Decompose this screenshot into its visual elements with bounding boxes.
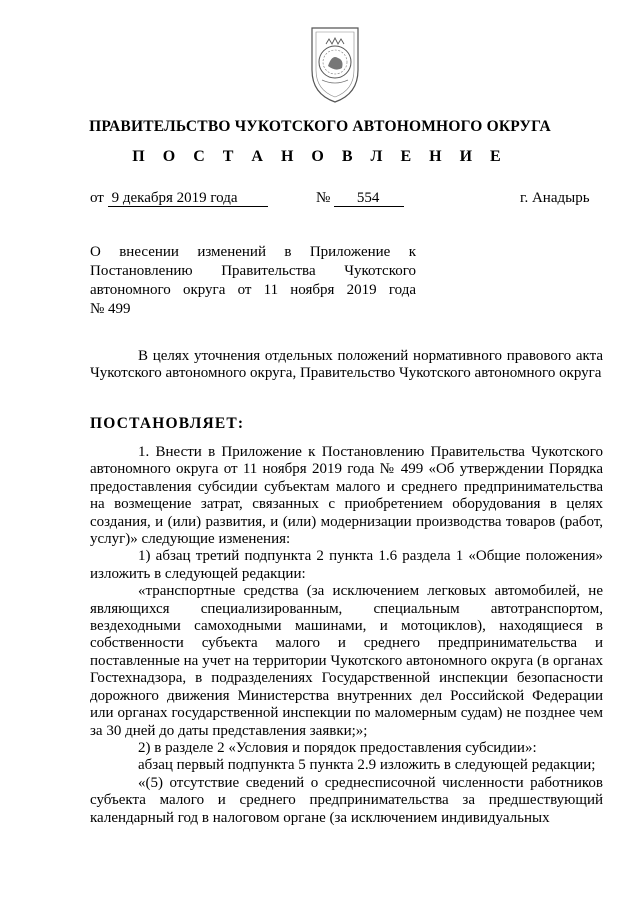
paragraph: 1. Внести в Приложение к Постановлению Правительства Чукотского автономного округа от 11 ноября 2019 года № 499 «Об утверждении Порядка предоставления субсидии субъектам малого и среднего предпринимательства на возмещение затрат, связанных с приобретением оборудования в целях создания, и (или) развития, и (или) модернизации производства товаров (работ, услуг)» следующие изменения: [90,444,603,548]
decree-body [90,444,603,827]
subject-line: автономного округа от 11 ноября 2019 года [90,282,416,298]
paragraph: 1) абзац третий подпункта 2 пункта 1.6 раздела 1 «Общие положения» изложить в следующей редакции: [90,548,603,582]
document-city: г. Анадырь [520,190,590,206]
date-field [90,190,268,207]
paragraph: «транспортные средства (за исключением легковых автомобилей, не являющихся специализированным, специальным автотранспортом, вездеходными самоходными машинами, и мотоциклов), находящиеся в собственности субъекта малого и среднего предпринимательства и поставленные на учет на территории Чукотского автономного округа (в органах Гостехнадзора, в подразделениях Государственной инспекции безопасности дорожного движения Министерства внутренних дел Российской Федерации или органах государственной инспекции по маломерным судам) не позднее чем за 30 дней до даты представления заявки;»; [90,583,603,739]
date-label: от [90,190,104,206]
number-label: № [316,190,331,206]
preamble [90,348,603,383]
document-date: 9 декабря 2019 года [108,190,268,207]
subject-line: № 499 [90,301,131,317]
number-field [316,190,404,207]
subject-line: О внесении изменений в Приложение к [90,244,416,260]
paragraph: «(5) отсутствие сведений о среднесписочной численности работников субъекта малого и среднего предпринимательства за предшествующий календарный год в налоговом органе (за исключением индивидуальных [90,774,603,826]
preamble-text: В целях уточнения отдельных положений нормативного правового акта Чукотского автономного округа, Правительство Чукотского автономного округа [90,348,603,382]
document-number: 554 [334,190,404,207]
subject-line: Постановлению Правительства Чукотского [90,263,416,279]
decree-heading: ПОСТАНОВЛЯЕТ: [90,415,245,432]
paragraph: абзац первый подпункта 5 пункта 2.9 изложить в следующей редакции; [138,757,596,774]
coat-of-arms-icon [300,18,370,106]
document-type-heading: П О С Т А Н О В Л Е Н И Е [132,148,508,165]
document-subject [90,243,416,319]
paragraph: 2) в разделе 2 «Условия и порядок предоставления субсидии»: [138,739,537,756]
government-title: ПРАВИТЕЛЬСТВО ЧУКОТСКОГО АВТОНОМНОГО ОКРУГА [89,118,551,135]
